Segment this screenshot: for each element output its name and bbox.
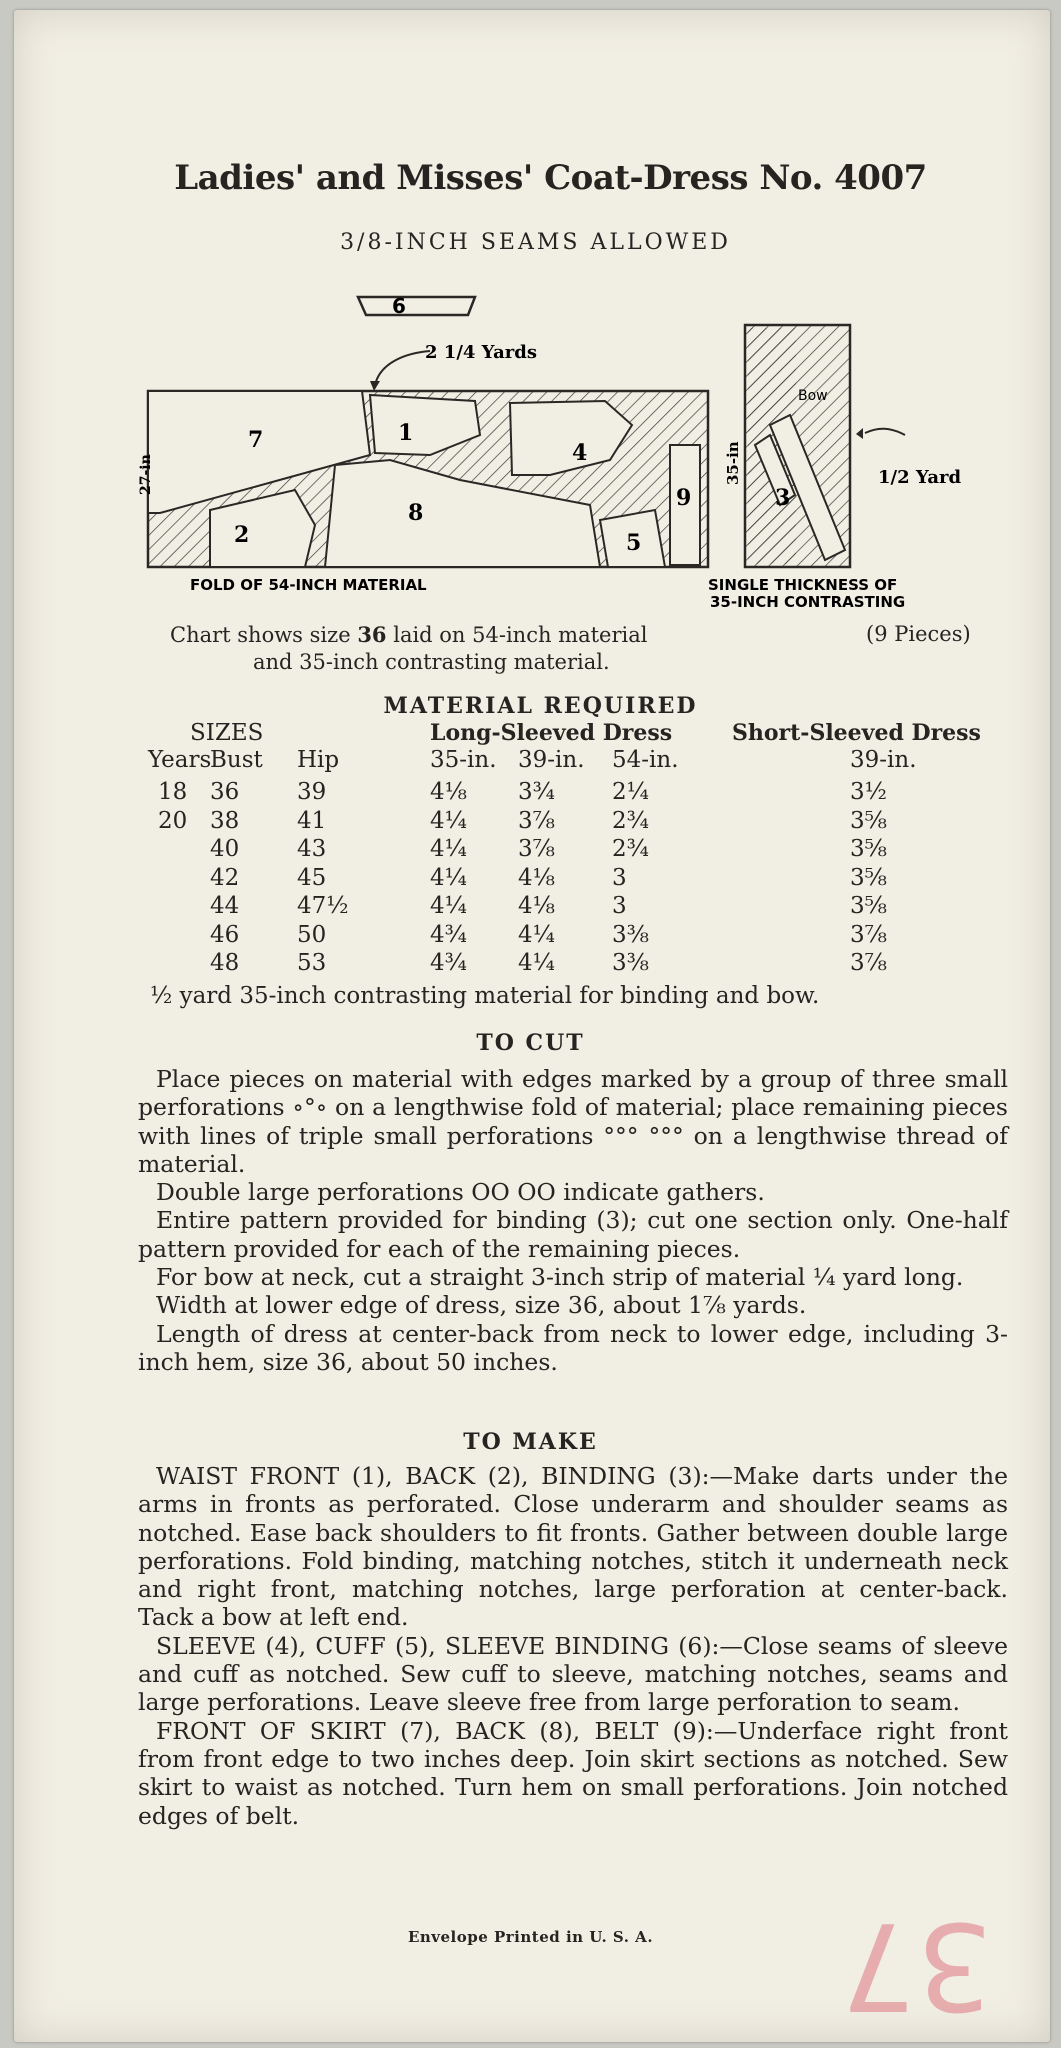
table-cell: 2¼ [612, 779, 649, 805]
contrast-fabric-layout [745, 325, 850, 567]
bow-label: Bow [798, 388, 828, 404]
table-column-header: 54-in. [612, 747, 679, 773]
table-cell: 3⅜ [612, 921, 649, 948]
table-cell: 4¼ [518, 921, 555, 948]
table-cell: 3 [612, 893, 627, 919]
table-cell: 42 [210, 864, 240, 891]
seams-allowed-note: 3/8-INCH SEAMS ALLOWED [340, 230, 731, 255]
table-cell: 4¼ [430, 836, 467, 862]
to-cut-paragraph: Place pieces on material with edges marked by a group of three small perforations ∘°∘ on a lengthwise fold of material; place remaining pieces with lines of triple small perforations °°° °°° on a lengthwise thread of material. [138, 1065, 1008, 1178]
table-cell: 3⅝ [850, 893, 887, 919]
to-cut-paragraph: Length of dress at center-back from neck to lower edge, including 3-inch hem, size 36, about 50 inches. [138, 1319, 1008, 1376]
table-cell: 50 [297, 921, 327, 948]
to-make-body [138, 1462, 1008, 1830]
table-cell: 3⅞ [850, 921, 887, 948]
piece-label-7: 7 [248, 427, 264, 453]
long-sleeved-heading: Long-Sleeved Dress [430, 720, 673, 746]
table-cell: 3⅝ [850, 807, 887, 834]
to-cut-paragraph: For bow at neck, cut a straight 3-inch strip of material ¼ yard long. [156, 1263, 964, 1292]
table-cell: 38 [210, 807, 240, 834]
table-cell: 4¾ [430, 921, 467, 948]
table-cell: 3 [612, 864, 627, 891]
table-cell: 4¼ [430, 807, 467, 834]
arrow-icon [375, 351, 430, 385]
table-cell: 47½ [297, 893, 349, 919]
table-cell: 3⅝ [850, 836, 887, 862]
table-column-header: Bust [210, 747, 263, 773]
to-cut-paragraph: Width at lower edge of dress, size 36, about 1⅞ yards. [156, 1291, 807, 1320]
yards-contrast-label: 1/2 Yard [878, 467, 962, 488]
table-cell: 4⅛ [518, 864, 555, 891]
to-cut-paragraph: Entire pattern provided for binding (3); cut one section only. One-half pattern provided for each of the remaining pieces. [138, 1206, 1008, 1263]
width-label-main: 27-in [138, 454, 154, 495]
chart-caption-line1: Chart shows size 36 laid on 54-inch material [170, 622, 648, 647]
table-cell: 40 [210, 836, 240, 862]
table-cell: 3⅞ [518, 807, 555, 834]
single-thickness-label-1: SINGLE THICKNESS OF [708, 576, 898, 594]
table-cell: 4¾ [430, 950, 467, 976]
piece-6-sleeve-binding [358, 294, 475, 318]
table-cell: 4¼ [430, 864, 467, 891]
piece-label-3: 3 [775, 485, 791, 511]
table-cell: 3⅞ [518, 836, 555, 862]
to-cut-heading: TO CUT [476, 1030, 585, 1056]
table-cell: 4¼ [518, 950, 555, 976]
table-cell: 39 [297, 779, 327, 805]
table-cell: 4⅛ [430, 779, 467, 805]
table-cell: 41 [297, 807, 327, 834]
piece-label-5: 5 [626, 530, 642, 556]
table-column-header: 35-in. [430, 747, 497, 773]
to-cut-paragraph: Double large perforations OO OO indicate gathers. [156, 1178, 765, 1207]
piece-label-9: 9 [676, 485, 692, 511]
table-column-header: Hip [297, 747, 340, 773]
pieces-count: (9 Pieces) [866, 622, 971, 646]
piece-label-1: 1 [398, 420, 414, 446]
cutting-layout-diagram [130, 285, 990, 625]
yards-main-label: 2 1/4 Yards [425, 342, 537, 363]
piece-label-8: 8 [408, 500, 424, 526]
table-cell: 45 [297, 864, 327, 891]
number-stamp: 37 [840, 1895, 993, 2034]
to-make-heading: TO MAKE [463, 1429, 598, 1455]
table-cell: 18 [158, 779, 188, 805]
main-fabric-layout [148, 391, 708, 567]
contrast-material-note: ½ yard 35-inch contrasting material for binding and bow. [150, 983, 820, 1009]
table-cell: 3⅝ [850, 864, 887, 891]
envelope-footer: Envelope Printed in U. S. A. [407, 1928, 654, 1946]
to-make-paragraph: FRONT OF SKIRT (7), BACK (8), BELT (9):—Underface right front from front edge to two inches deep. Join skirt sections as notched. Sew skirt to waist as notched. Turn hem on small perforations. Join notched edges of belt. [138, 1716, 1008, 1830]
piece-label-2: 2 [234, 522, 250, 548]
piece-label-4: 4 [572, 440, 588, 466]
chart-caption-line2: and 35-inch contrasting material. [253, 650, 610, 674]
table-column-header: Years [148, 747, 212, 773]
table-cell: 53 [297, 950, 327, 976]
table-column-header: 39-in. [850, 747, 917, 773]
material-required-heading: MATERIAL REQUIRED [383, 693, 698, 719]
table-cell: 46 [210, 921, 240, 948]
table-cell: 3⅜ [612, 950, 649, 976]
to-make-paragraph: WAIST FRONT (1), BACK (2), BINDING (3):—Make darts under the arms in fronts as perforated. Close underarm and shoulder seams as notched. Ease back shoulders to fit fronts. Gather between double large perforations. Fold binding, matching notches, stitch it underneath neck and right front, matching notches, large perforation at center-back. Tack a bow at left end. [138, 1462, 1008, 1632]
table-cell: 4⅛ [518, 893, 555, 919]
table-cell: 43 [297, 836, 327, 862]
table-cell: 3½ [850, 779, 887, 805]
table-cell: 44 [210, 893, 240, 919]
table-cell: 48 [210, 950, 240, 976]
single-thickness-label-2: 35-INCH CONTRASTING [710, 593, 906, 611]
sizes-heading: SIZES [190, 720, 264, 746]
piece-label-6: 6 [392, 294, 406, 318]
width-label-contrast: 35-in [724, 441, 742, 485]
page-title: Ladies' and Misses' Coat-Dress No. 4007 [174, 158, 927, 198]
table-cell: 36 [210, 779, 240, 805]
table-cell: 3⅞ [850, 950, 887, 976]
arrow-icon-contrast [865, 429, 905, 435]
table-cell: 2¾ [612, 836, 649, 862]
table-cell: 4¼ [430, 893, 467, 919]
table-cell: 2¾ [612, 807, 649, 834]
table-column-header: 39-in. [518, 747, 585, 773]
to-cut-body [138, 1065, 1008, 1376]
fold-label: FOLD OF 54-INCH MATERIAL [190, 576, 427, 594]
short-sleeved-heading: Short-Sleeved Dress [732, 720, 981, 746]
to-make-paragraph: SLEEVE (4), CUFF (5), SLEEVE BINDING (6):—Close seams of sleeve and cuff as notched. Sew cuff to sleeve, matching notches, seams and large perforations. Leave sleeve free from large perforation to seam. [138, 1631, 1008, 1717]
table-cell: 3¾ [518, 779, 555, 805]
table-cell: 20 [158, 807, 188, 834]
